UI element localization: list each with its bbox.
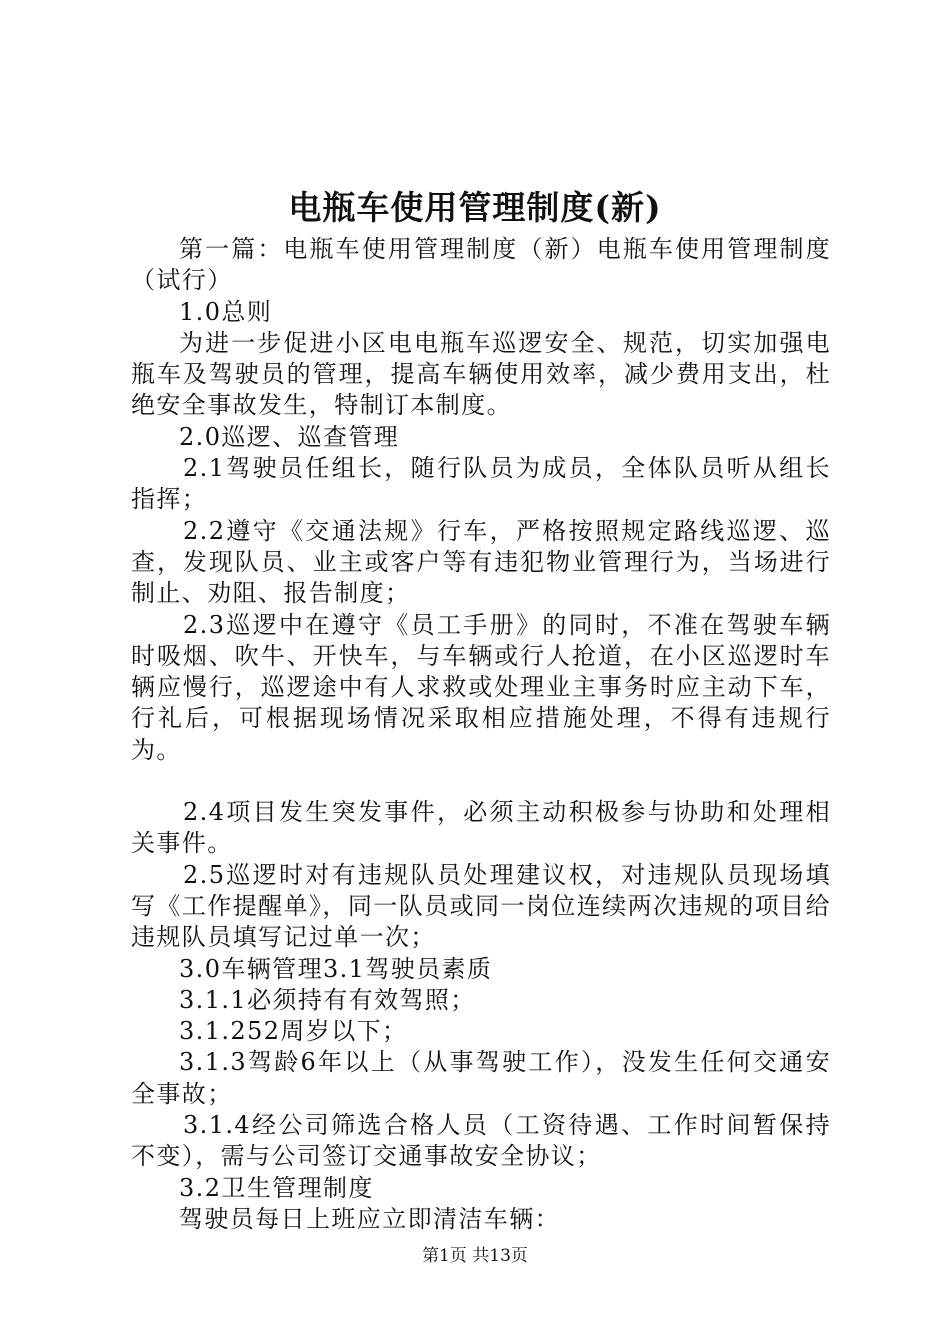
paragraph-hygiene: 驾驶员每日上班应立即清洁车辆： — [179, 1204, 560, 1233]
paragraph-section-1: 1.0总则 — [179, 297, 273, 326]
paragraph-2-3: 2.3巡逻中在遵守《员工手册》的同时，不准在驾驶车辆时吸烟、吹牛、开快车，与车辆或行人抢道，在小区巡逻时车辆应慢行，巡逻途中有人求救或处理业主事务时应主动下车，行礼后，可根据现场情况采取相应措施处理，不得有违规行为。 — [131, 610, 831, 764]
paragraph-3-1-4: 3.1.4经公司筛选合格人员（工资待遇、工作时间暂保持不变），需与公司签订交通事故安全协议； — [131, 1111, 831, 1171]
document-body — [131, 234, 831, 1235]
paragraph-section-2: 2.0巡逻、巡查管理 — [179, 422, 400, 451]
paragraph-purpose: 为进一步促进小区电电瓶车巡逻安全、规范，切实加强电瓶车及驾驶员的管理，提高车辆使用效率，减少费用支出，杜绝安全事故发生，特制订本制度。 — [131, 328, 831, 420]
paragraph-2-1: 2.1驾驶员任组长，随行队员为成员，全体队员听从组长指挥； — [131, 454, 831, 514]
paragraph-intro: 第一篇：电瓶车使用管理制度（新）电瓶车使用管理制度（试行） — [131, 235, 831, 295]
blank-line — [131, 766, 831, 797]
page-footer: 第1页 共13页 — [422, 1246, 528, 1266]
paragraph-2-5: 2.5巡逻时对有违规队员处理建议权，对违规队员现场填写《工作提醒单》，同一队员或同一岗位连续两次违规的项目给违规队员填写记过单一次； — [131, 860, 831, 952]
paragraph-2-4: 2.4项目发生突发事件，必须主动积极参与协助和处理相关事件。 — [131, 798, 831, 858]
paragraph-3-1-2: 3.1.252周岁以下； — [179, 1017, 408, 1046]
paragraph-3-1-3: 3.1.3驾龄6年以上（从事驾驶工作），没发生任何交通安全事故； — [131, 1048, 831, 1108]
document-title: 电瓶车使用管理制度(新) — [288, 188, 662, 227]
paragraph-3-1-1: 3.1.1必须持有有效驾照； — [179, 985, 476, 1014]
paragraph-3-2: 3.2卫生管理制度 — [179, 1173, 374, 1202]
paragraph-section-3: 3.0车辆管理3.1驾驶员素质 — [179, 954, 493, 983]
paragraph-2-2: 2.2遵守《交通法规》行车，严格按照规定路线巡逻、巡查，发现队员、业主或客户等有违犯物业管理行为，当场进行制止、劝阻、报告制度； — [131, 516, 831, 608]
